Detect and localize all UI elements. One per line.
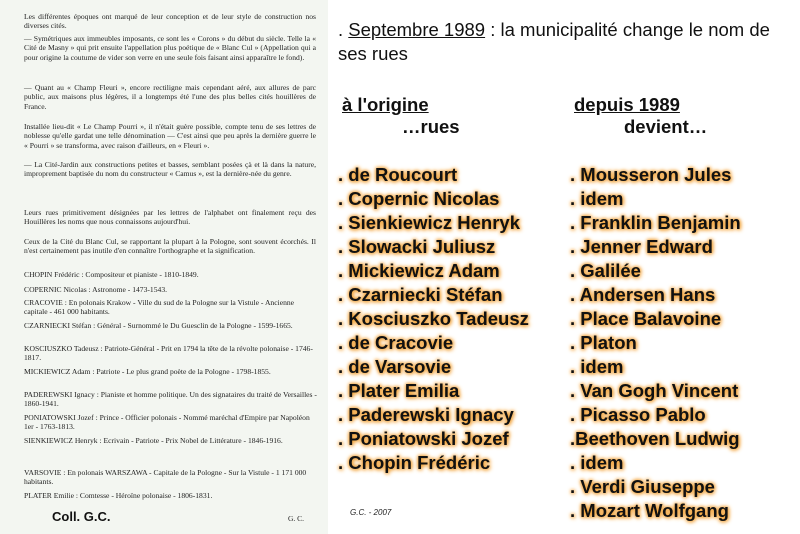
entry-paderewski: PADEREWSKI Ignacy : Pianiste et homme politique. Un des signataires du traité de Versailles - 1860-1941. — [24, 390, 317, 409]
list-item: . Plater Emilia — [338, 380, 460, 401]
origin-column-title: à l'origine — [342, 94, 429, 115]
paragraph-champ-fleuri: — Quant au « Champ Fleuri », encore rectiligne mais cependant aéré, aux allures de parc public, aux maisons plus légères, il a longtemps été l'une des plus belles cités houillères de France. — [24, 83, 316, 111]
list-item: . de Varsovie — [338, 356, 452, 377]
new-column-header — [574, 94, 707, 138]
paragraph-cite-jardin: — La Cité-Jardin aux constructions petites et basses, semblant posées çà et là dans la nature, improprement baptisée du nom du constructeur « Camus », est la dernière-née du genre. — [24, 160, 316, 179]
list-item: . Slowacki Juliusz — [338, 236, 496, 257]
list-item: . idem — [570, 188, 624, 209]
entry-copernic: COPERNIC Nicolas : Astronome - 1473-1543. — [24, 285, 168, 294]
paragraph-blanc-cul: Ceux de la Cité du Blanc Cul, se rapportant la plupart à la Pologne, sont souvent écorchés. Il n'est certainement pas inutile d'en connaître l'orthographe et la signification. — [24, 237, 316, 256]
entry-poniatowski: PONIATOWSKI Jozef : Prince - Officier polonais - Nommé maréchal d'Empire par Napoléon 1er - 1763-1813. — [24, 413, 310, 432]
list-item: . Kosciuszko Tadeusz — [338, 308, 529, 329]
list-item: . idem — [570, 452, 624, 473]
new-column-subtitle: devient… — [624, 116, 708, 137]
entry-mickiewicz: MICKIEWICZ Adam : Patriote - Le plus grand poète de la Pologne - 1798-1855. — [24, 367, 271, 376]
entry-sienkiewicz: SIENKIEWICZ Henryk : Ecrivain - Patriote - Prix Nobel de Littérature - 1846-1916. — [24, 436, 283, 445]
list-item: . de Roucourt — [338, 164, 458, 185]
list-item: . Van Gogh Vincent — [570, 380, 739, 401]
heading-date: Septembre 1989 — [348, 19, 486, 40]
entry-cracovie: CRACOVIE : En polonais Krakow - Ville du sud de la Pologne sur la Vistule - Ancienne capitale - 461 000 habitants. — [24, 298, 295, 317]
entry-plater: PLATER Emilie : Comtesse - Héroïne polonaise - 1806-1831. — [24, 491, 213, 500]
list-item: . Paderewski Ignacy — [338, 404, 514, 425]
list-item: . Jenner Edward — [570, 236, 713, 257]
list-item: . idem — [570, 356, 624, 377]
list-item: . Chopin Frédéric — [338, 452, 491, 473]
list-item: . Place Balavoine — [570, 308, 722, 329]
list-item: . Franklin Benjamin — [570, 212, 741, 233]
street-renaming-panel — [330, 0, 800, 534]
list-item: . de Cracovie — [338, 332, 454, 353]
credit-label: G.C. - 2007 — [350, 508, 392, 517]
list-item: . Czarniecki Stéfan — [338, 284, 503, 305]
paragraph-champ-pourri: Installée lieu-dit « Le Champ Pourri », il n'était guère possible, compte tenu de ses lettres de noblesse qu'elle gardat une telle dénomination — C'est ainsi que peu après la dernière guerre le « Pourri » se transforma, avec raison d'ailleurs, en « Fleuri ». — [24, 122, 316, 150]
list-item: .Beethoven Ludwig — [570, 428, 740, 449]
entry-chopin: CHOPIN Frédéric : Compositeur et pianiste - 1810-1849. — [24, 270, 199, 279]
list-item: . Sienkiewicz Henryk — [338, 212, 521, 233]
list-item: . Platon — [570, 332, 637, 353]
main-heading — [338, 18, 800, 66]
paragraph-corons: — Symétriques aux immeubles imposants, ce sont les « Corons » du début du siècle. Telle la « Cité de Masny » qui prit ensuite l'appellation plus poétique de « Blanc Cul » (Appellation qui a pour origine la coutume de vider son verre en une seule fois faisant ainsi apparaître le fond). — [24, 34, 316, 62]
paragraph-rues-primitives: Leurs rues primitivement désignées par les lettres de l'alphabet ont finalement reçu des Houillères les noms que nous connaissons aujourd'hui. — [24, 208, 316, 227]
list-item: . Mousseron Jules — [570, 164, 732, 185]
paragraph-epoques: Les différentes époques ont marqué de leur conception et de leur style de construction nos diverses cités. — [24, 12, 316, 31]
page-signature: G. C. — [288, 514, 305, 523]
scanned-book-page — [0, 0, 328, 534]
list-item: . Mickiewicz Adam — [338, 260, 500, 281]
list-item: . Copernic Nicolas — [338, 188, 500, 209]
list-item: . Poniatowski Jozef — [338, 428, 509, 449]
entry-czarniecki: CZARNIECKI Stéfan : Général - Surnommé le Du Guesclin de la Pologne - 1599-1665. — [24, 321, 293, 330]
list-item: . Picasso Pablo — [570, 404, 706, 425]
list-item: . Andersen Hans — [570, 284, 716, 305]
origin-column-header — [342, 94, 460, 138]
entry-varsovie: VARSOVIE : En polonais WARSZAWA - Capitale de la Pologne - Sur la Vistule - 1 171 000 habitants. — [24, 468, 307, 487]
entry-kosciuszko: KOSCIUSZKO Tadeusz : Patriote-Général - Prit en 1794 la tête de la révolte polonaise - 1746-1817. — [24, 344, 313, 363]
origin-column-subtitle: …rues — [402, 116, 460, 137]
heading-prefix: . — [338, 19, 349, 40]
collection-label: Coll. G.C. — [52, 509, 111, 524]
list-item: . Verdi Giuseppe — [570, 476, 715, 497]
heading-rest: : la municipalité change le nom de ses rues — [338, 19, 770, 64]
list-item: . Galilée — [570, 260, 641, 281]
new-column-title: depuis 1989 — [574, 94, 680, 115]
list-item: . Mozart Wolfgang — [570, 500, 729, 521]
